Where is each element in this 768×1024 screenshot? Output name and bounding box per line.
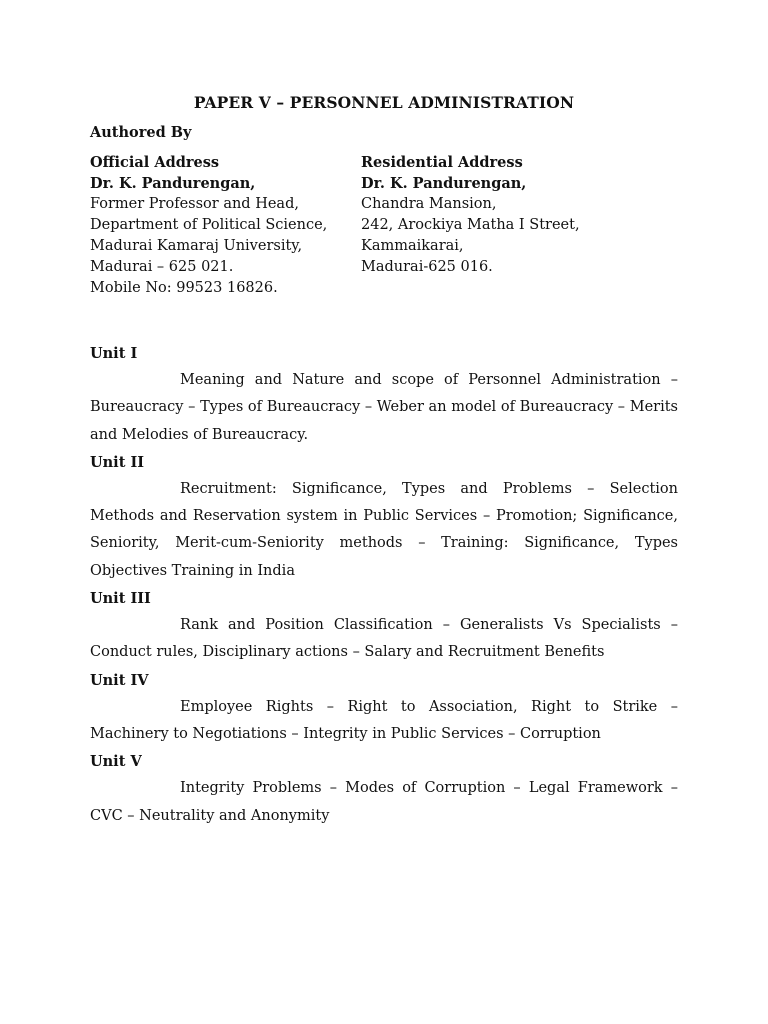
residential-address-line: 242, Arockiya Matha I Street,	[361, 217, 580, 233]
unit-description: Meaning and Nature and scope of Personnel Administration – Bureaucracy – Types of Bureaucracy – Weber an model of Bureaucracy – Merits and Melodies of Bureaucracy.	[90, 372, 678, 443]
unit-heading: Unit III	[90, 590, 151, 608]
official-address-heading: Official Address	[90, 154, 220, 171]
residential-address-line: Madurai-625 016.	[361, 259, 493, 275]
residential-address-line: Chandra Mansion,	[361, 196, 497, 212]
residential-author-name: Dr. K. Pandurengan,	[361, 175, 527, 192]
unit-section	[90, 585, 678, 667]
official-author-name: Dr. K. Pandurengan,	[90, 175, 256, 192]
residential-address-heading: Residential Address	[361, 154, 523, 171]
unit-heading: Unit V	[90, 753, 142, 771]
unit-section	[90, 748, 678, 830]
official-address-line: Former Professor and Head,	[90, 196, 299, 212]
official-mobile-number: Mobile No: 99523 16826.	[90, 280, 278, 296]
official-address-line: Madurai – 625 021.	[90, 259, 234, 275]
residential-address-line: Kammaikarai,	[361, 238, 464, 254]
unit-description: Employee Rights – Right to Association, Right to Strike – Machinery to Negotiations – Integrity in Public Services – Corruption	[90, 698, 678, 742]
unit-description: Integrity Problems – Modes of Corruption – Legal Framework – CVC – Neutrality and Anonymity	[90, 780, 678, 824]
official-address-line: Madurai Kamaraj University,	[90, 238, 303, 254]
unit-heading: Unit IV	[90, 671, 149, 689]
syllabus-units	[90, 340, 678, 830]
residential-address-block	[361, 152, 580, 278]
authored-by-label: Authored By	[90, 124, 192, 141]
unit-heading: Unit I	[90, 345, 138, 362]
unit-heading: Unit II	[90, 453, 145, 471]
unit-section	[90, 667, 678, 749]
unit-section	[90, 340, 678, 449]
unit-section	[90, 449, 678, 585]
unit-description: Rank and Position Classification – Generalists Vs Specialists – Conduct rules, Disciplinary actions – Salary and Recruitment Benefits	[90, 617, 678, 661]
unit-description: Recruitment: Significance, Types and Problems – Selection Methods and Reservation system in Public Services – Promotion; Significance, Seniority, Merit-cum-Seniority methods – Training: Significance, Types Objectives Training in India	[90, 480, 678, 579]
official-address-line: Department of Political Science,	[90, 217, 328, 233]
official-address-block	[90, 152, 327, 299]
document-title: PAPER V – PERSONNEL ADMINISTRATION	[193, 93, 575, 112]
